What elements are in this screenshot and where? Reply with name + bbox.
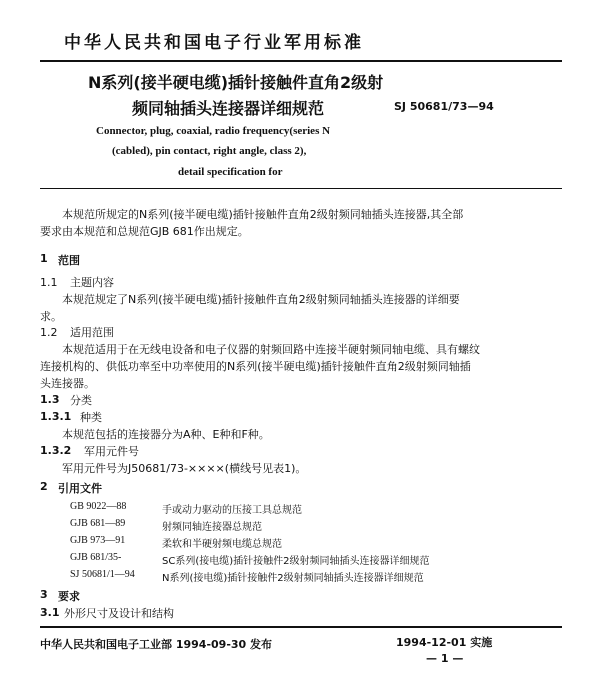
issuing-authority-header: 中华人民共和国电子行业军用标准 [64,33,364,53]
section-1-2-text-line3: 头连接器。 [40,377,95,390]
reference-title: 柔软和半硬射频电缆总规范 [162,539,282,550]
section-1-1-title: 主题内容 [70,276,114,289]
footer-rule [40,626,562,628]
standard-number: SJ 50681/73—94 [394,100,494,113]
english-title-line2: (cabled), pin contact, right angle, class 2), [112,145,307,157]
section-1-1-text-line2: 求。 [40,310,62,323]
reference-code: GJB 681—89 [70,518,126,529]
effective-date: 1994-12-01 实施 [396,636,493,649]
section-1-number: 1 [40,252,48,265]
section-3-title: 要求 [58,590,80,603]
reference-title: 手或动力驱动的压接工具总规范 [162,505,302,516]
section-1-3-title: 分类 [70,394,92,407]
reference-code: GB 9022—88 [70,501,127,512]
section-3-1-number: 3.1 [40,606,60,619]
doc-title-line2: 频同轴插头连接器详细规范 [132,99,325,118]
intro-paragraph-line2: 要求由本规范和总规范GJB 681作出规定。 [40,225,249,238]
section-1-3-1-text: 本规范包括的连接器分为A种、E种和F种。 [62,428,270,441]
title-rule [40,188,562,189]
section-1-2-text-line1: 本规范适用于在无线电设备和电子仪器的射频回路中连接半硬射频同轴电缆、具有螺纹 [62,343,480,356]
english-title-line3: detail specification for [178,166,283,178]
reference-title: SC系列(接电缆)插针接触件2级射频同轴插头连接器详细规范 [162,556,430,567]
section-3-number: 3 [40,588,48,601]
section-1-1-text-line1: 本规范规定了N系列(接半硬电缆)插针接触件直角2级射频同轴插头连接器的详细要 [62,293,460,306]
section-1-1-number: 1.1 [40,276,58,289]
reference-code: SJ 50681/1—94 [70,569,135,580]
section-1-3-1-number: 1.3.1 [40,410,72,423]
section-2-title: 引用文件 [58,482,102,495]
page-number: — 1 — [426,652,464,665]
reference-title: 射频同轴连接器总规范 [162,522,262,533]
section-1-3-1-title: 种类 [80,411,102,424]
intro-paragraph-line1: 本规范所规定的N系列(接半硬电缆)插针接触件直角2级射频同轴插头连接器,其全部 [62,208,464,221]
section-1-3-number: 1.3 [40,393,60,406]
section-2-number: 2 [40,480,48,493]
reference-code: GJB 973—91 [70,535,126,546]
section-1-2-title: 适用范围 [70,326,114,339]
section-1-3-2-title: 军用元件号 [84,445,139,458]
section-1-2-text-line2: 连接机构的、供低功率至中功率使用的N系列(接半硬电缆)插针接触件直角2级射频同轴插 [40,360,471,373]
section-1-2-number: 1.2 [40,326,58,339]
doc-title-line1: N系列(接半硬电缆)插针接触件直角2级射 [88,73,384,92]
header-rule [40,60,562,62]
reference-title: N系列(接电缆)插针接触件2级射频同轴插头连接器详细规范 [162,573,424,584]
section-1-3-2-number: 1.3.2 [40,444,72,457]
section-3-1-title: 外形尺寸及设计和结构 [64,607,174,620]
issue-date: 中华人民共和国电子工业部 1994-09-30 发布 [40,638,273,651]
reference-code: GJB 681/35- [70,552,122,563]
english-title-line1: Connector, plug, coaxial, radio frequency(series N [96,125,331,137]
section-1-3-2-text: 军用元件号为J50681/73-××××(横线号见表1)。 [62,462,307,475]
section-1-title: 范围 [58,254,80,267]
